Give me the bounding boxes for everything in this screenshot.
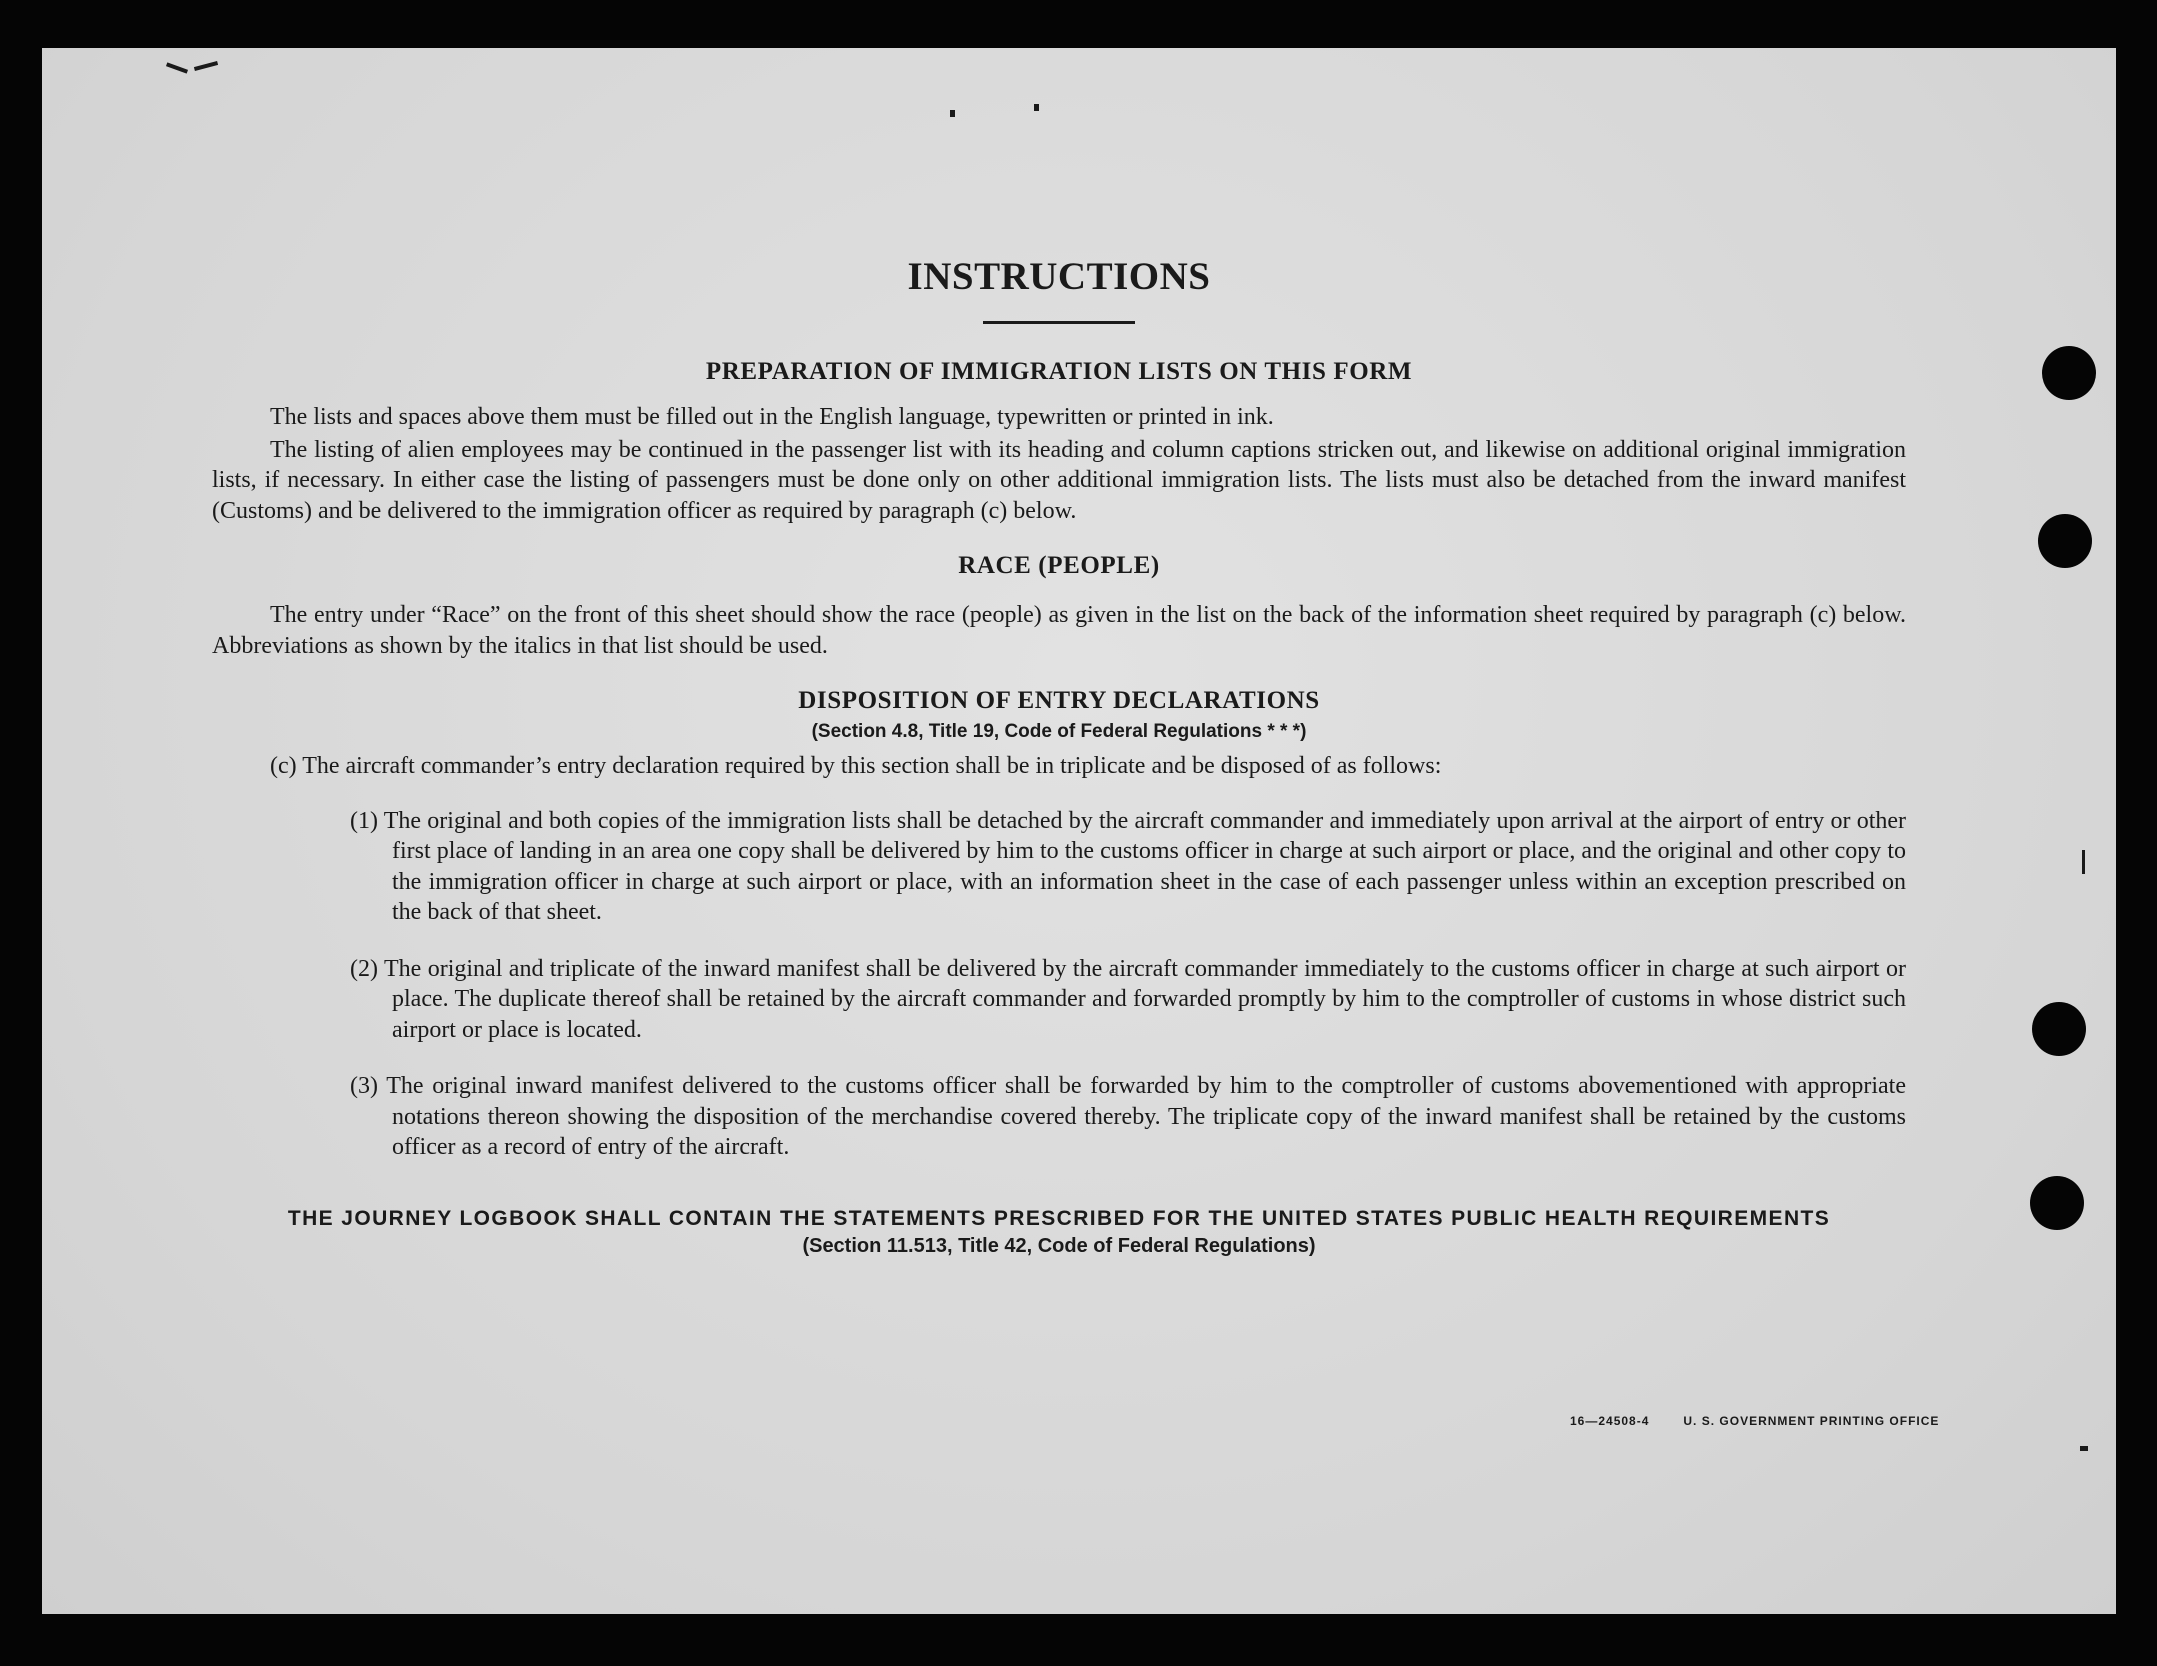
stray-mark — [166, 62, 188, 73]
disposition-subheading: (Section 4.8, Title 19, Code of Federal Regulations * * *) — [811, 721, 1307, 742]
disposition-heading: DISPOSITION OF ENTRY DECLARATIONS — [798, 687, 1320, 714]
punch-hole-4 — [2030, 1176, 2084, 1230]
stray-mark — [1034, 104, 1039, 111]
title-rule — [983, 321, 1135, 324]
preparation-paragraph-1: The lists and spaces above them must be filled out in the English language, typewritten or printed in ink. — [270, 404, 1274, 430]
race-paragraph: The entry under “Race” on the front of this sheet should show the race (people) as given in the list on the back of the information sheet required by paragraph (c) below. Abbreviations as shown by the italics in that list should be used. — [212, 602, 1906, 659]
stray-mark — [2080, 1446, 2088, 1451]
race-heading: RACE (PEOPLE) — [958, 552, 1160, 579]
form-number: 16—24508-4 — [1570, 1414, 1650, 1428]
disposition-lead: (c) The aircraft commander’s entry declaration required by this section shall be in triplicate and be disposed of as follows: — [270, 753, 1442, 779]
stray-mark — [2082, 850, 2085, 874]
instructions-content — [212, 254, 1906, 1258]
preparation-paragraph-2: The listing of alien employees may be continued in the passenger list with its heading and column captions stricken out, and likewise on additional original immigration lists, if necessary. In either case the listing of passengers must be done only on other additional immigration lists. The lists must also be detached from the inward manifest (Customs) and be delivered to the immigration officer as required by paragraph (c) below. — [212, 436, 1906, 524]
preparation-heading: PREPARATION OF IMMIGRATION LISTS ON THIS FORM — [705, 358, 1413, 385]
punch-hole-2 — [2038, 514, 2092, 568]
punch-hole-3 — [2032, 1002, 2086, 1056]
disposition-item-2: (2) The original and triplicate of the inward manifest shall be delivered by the aircraft commander immediately to the customs officer in charge at such airport or place. The duplicate thereof shall be retained by the aircraft commander and forwarded promptly by him to the comptroller of customs in whose district such airport or place is located. — [350, 955, 1906, 1043]
disposition-item-1: (1) The original and both copies of the immigration lists shall be detached by the aircraft commander and immediately upon arrival at the airport of entry or other first place of landing in an area one copy shall be delivered by him to the customs officer in charge at such airport or place, and the original and other copy to the immigration officer in charge at such airport or place, with an information sheet in the case of each passenger unless within an exception prescribed on the back of that sheet. — [350, 807, 1906, 925]
document-page — [42, 48, 2116, 1614]
printing-code — [1570, 1414, 1973, 1428]
stray-mark — [194, 61, 218, 71]
printer-name: U. S. GOVERNMENT PRINTING OFFICE — [1683, 1414, 1940, 1428]
logbook-requirement: THE JOURNEY LOGBOOK SHALL CONTAIN THE STATEMENTS PRESCRIBED FOR THE UNITED STATES PUBLIC HEALTH REQUIREMENTS — [287, 1206, 1831, 1230]
punch-hole-1 — [2042, 346, 2096, 400]
logbook-requirement-citation: (Section 11.513, Title 42, Code of Federal Regulations) — [802, 1234, 1316, 1257]
stray-mark — [950, 110, 955, 117]
page-title: INSTRUCTIONS — [907, 255, 1211, 298]
disposition-item-3: (3) The original inward manifest delivered to the customs officer shall be forwarded by him to the comptroller of customs abovementioned with appropriate notations thereon showing the disposition of the merchandise covered thereby. The triplicate copy of the inward manifest shall be retained by the customs officer as a record of entry of the aircraft. — [350, 1073, 1906, 1160]
